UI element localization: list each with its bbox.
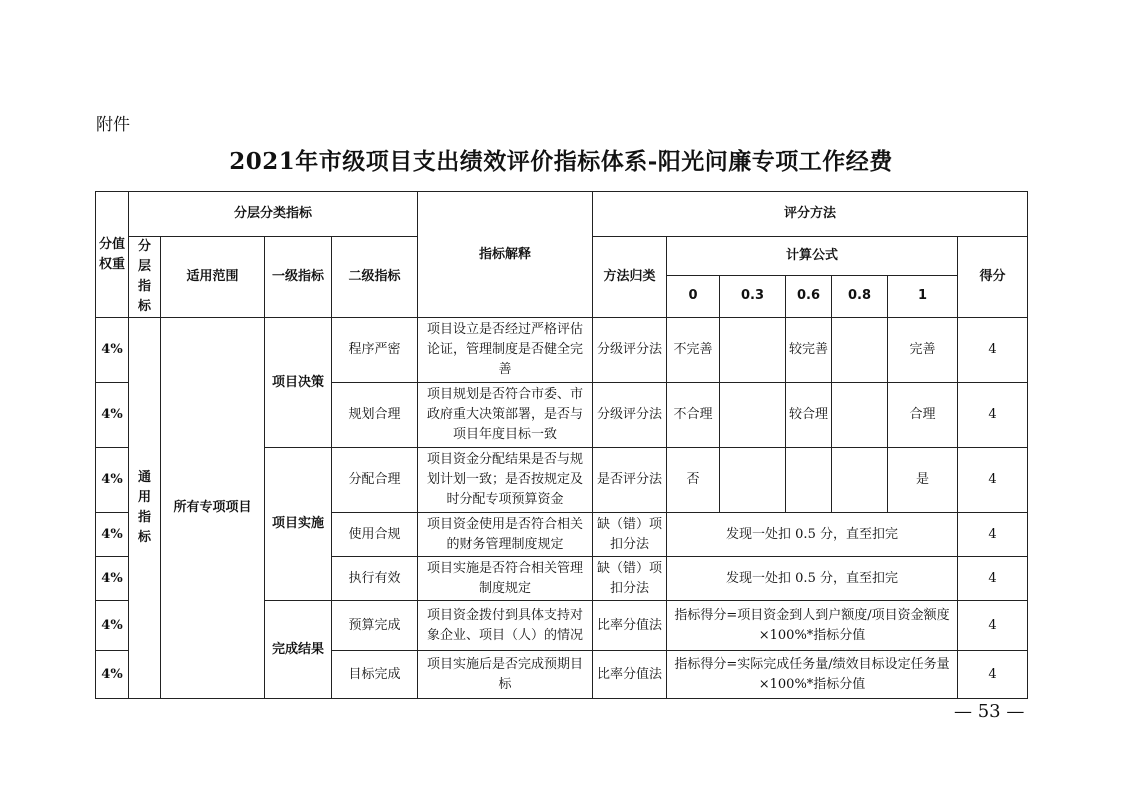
formula-cell: 指标得分=实际完成任务量/绩效目标设定任务量×100%*指标分值 (667, 651, 958, 699)
weight-cell: 4% (96, 448, 129, 513)
score-cell: 4 (958, 318, 1028, 383)
level-0.3-cell (720, 383, 786, 448)
score-cell: 4 (958, 448, 1028, 513)
explanation-cell: 项目设立是否经过严格评估论证，管理制度是否健全完善 (418, 318, 593, 383)
level-0.3-cell (720, 318, 786, 383)
level-0.8-cell (832, 383, 888, 448)
header-scoring-method: 评分方法 (593, 192, 1028, 237)
level-1-cell: 完善 (888, 318, 958, 383)
level-0-cell: 不合理 (667, 383, 720, 448)
formula-cell: 发现一处扣 0.5 分，直至扣完 (667, 513, 958, 557)
level-0.6-cell (786, 448, 832, 513)
page-number: — 53 — (954, 701, 1025, 722)
layer-cell: 通用指标 (129, 318, 161, 699)
method-cell: 分级评分法 (593, 383, 667, 448)
method-cell: 比率分值法 (593, 601, 667, 651)
header-level-0.3: 0.3 (720, 275, 786, 317)
weight-cell: 4% (96, 318, 129, 383)
weight-cell: 4% (96, 513, 129, 557)
explanation-cell: 项目资金使用是否符合相关的财务管理制度规定 (418, 513, 593, 557)
formula-cell: 指标得分=项目资金到人到户额度/项目资金额度×100%*指标分值 (667, 601, 958, 651)
level-0.8-cell (832, 318, 888, 383)
document-title: 2021年市级项目支出绩效评价指标体系-阳光问廉专项工作经费 (229, 148, 893, 175)
evaluation-index-table (95, 191, 1028, 699)
method-cell: 缺（错）项扣分法 (593, 557, 667, 601)
header-level-0: 0 (667, 275, 720, 317)
score-cell: 4 (958, 651, 1028, 699)
header-scope: 适用范围 (161, 237, 265, 318)
header-formula: 计算公式 (667, 237, 958, 276)
score-cell: 4 (958, 557, 1028, 601)
method-cell: 缺（错）项扣分法 (593, 513, 667, 557)
header-score: 得分 (958, 237, 1028, 318)
level-0.8-cell (832, 448, 888, 513)
scope-cell: 所有专项项目 (161, 318, 265, 699)
level2-cell: 使用合规 (332, 513, 418, 557)
level-0.6-cell: 较完善 (786, 318, 832, 383)
score-cell: 4 (958, 513, 1028, 557)
weight-cell: 4% (96, 383, 129, 448)
header-layer: 分层指标 (129, 237, 161, 318)
method-cell: 是否评分法 (593, 448, 667, 513)
level2-cell: 规划合理 (332, 383, 418, 448)
level1-decision-cell: 项目决策 (265, 318, 332, 448)
attachment-label: 附件 (96, 115, 130, 135)
weight-cell: 4% (96, 651, 129, 699)
level-0-cell: 否 (667, 448, 720, 513)
level2-cell: 程序严密 (332, 318, 418, 383)
level2-cell: 分配合理 (332, 448, 418, 513)
header-explanation: 指标解释 (418, 192, 593, 318)
header-level-0.8: 0.8 (832, 275, 888, 317)
weight-cell: 4% (96, 557, 129, 601)
level2-cell: 执行有效 (332, 557, 418, 601)
level2-cell: 预算完成 (332, 601, 418, 651)
level-1-cell: 是 (888, 448, 958, 513)
header-level2: 二级指标 (332, 237, 418, 318)
header-weight: 分值权重 (96, 192, 129, 318)
header-level-0.6: 0.6 (786, 275, 832, 317)
formula-cell: 发现一处扣 0.5 分，直至扣完 (667, 557, 958, 601)
level-1-cell: 合理 (888, 383, 958, 448)
header-hierarchy-group: 分层分类指标 (129, 192, 418, 237)
explanation-cell: 项目实施是否符合相关管理制度规定 (418, 557, 593, 601)
score-cell: 4 (958, 601, 1028, 651)
level2-cell: 目标完成 (332, 651, 418, 699)
method-cell: 分级评分法 (593, 318, 667, 383)
level1-result-cell: 完成结果 (265, 601, 332, 699)
level-0-cell: 不完善 (667, 318, 720, 383)
level1-implementation-cell: 项目实施 (265, 448, 332, 601)
header-level-1: 1 (888, 275, 958, 317)
level-0.3-cell (720, 448, 786, 513)
explanation-cell: 项目资金拨付到具体支持对象企业、项目（人）的情况 (418, 601, 593, 651)
method-cell: 比率分值法 (593, 651, 667, 699)
explanation-cell: 项目实施后是否完成预期目标 (418, 651, 593, 699)
weight-cell: 4% (96, 601, 129, 651)
header-level1: 一级指标 (265, 237, 332, 318)
score-cell: 4 (958, 383, 1028, 448)
table-row (96, 318, 1028, 383)
level-0.6-cell: 较合理 (786, 383, 832, 448)
header-method-type: 方法归类 (593, 237, 667, 318)
explanation-cell: 项目资金分配结果是否与规划计划一致；是否按规定及时分配专项预算资金 (418, 448, 593, 513)
explanation-cell: 项目规划是否符合市委、市政府重大决策部署，是否与项目年度目标一致 (418, 383, 593, 448)
